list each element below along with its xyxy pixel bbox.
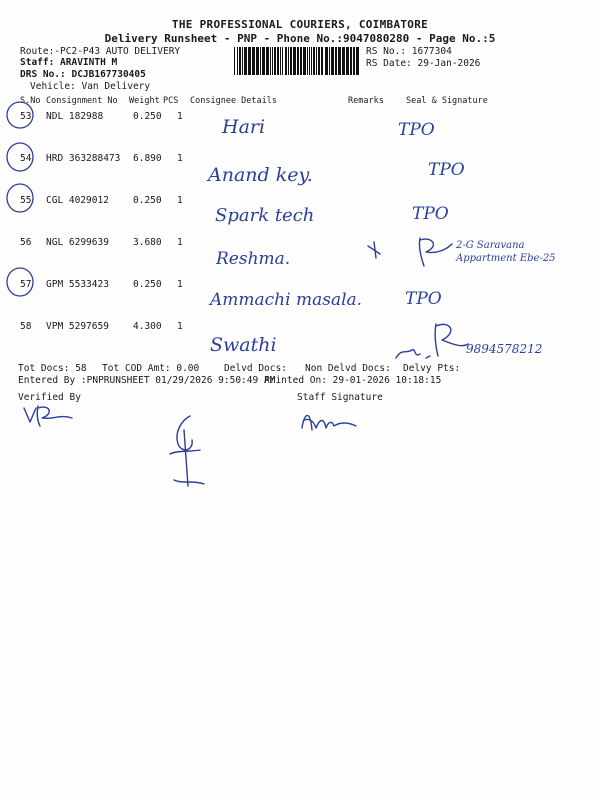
row-consignment: NGL 6299639 [46, 237, 109, 248]
row-consignee-handwritten: Ammachi masala. [210, 290, 363, 310]
vehicle-label: Vehicle: Van Delivery [30, 81, 151, 92]
row-weight: 0.250 [133, 279, 162, 290]
route-label: Route:-PC2-P43 AUTO DELIVERY [20, 46, 181, 57]
entered-by: Entered By :PNPRUNSHEET 01/29/2026 9:50:49 AM [18, 375, 276, 386]
non-delvd-docs: Non Delvd Docs: [305, 363, 391, 374]
row-seal-handwritten: 9894578212 [466, 342, 543, 356]
col-remarks: Remarks [348, 96, 384, 106]
row-pcs: 1 [177, 321, 183, 332]
row-weight: 0.250 [133, 195, 162, 206]
rs-number: RS No.: 1677304 [366, 46, 452, 57]
row-consignment: VPM 5297659 [46, 321, 109, 332]
row-consignee-handwritten: Anand key. [208, 164, 313, 186]
row-pcs: 1 [177, 195, 183, 206]
row-seal-handwritten: 2-G Saravana Appartment Ebe-25 [456, 240, 556, 264]
tot-cod-amt: Tot COD Amt: 0.00 [102, 363, 200, 374]
delvd-docs: Delvd Docs: [224, 363, 287, 374]
row-consignment: GPM 5533423 [46, 279, 109, 290]
runsheet-subtitle: Delivery Runsheet - PNP - Phone No.:9047080280 - Page No.:5 [104, 32, 496, 45]
row-weight: 0.250 [133, 111, 162, 122]
row-sno: 57 [20, 279, 32, 290]
row-pcs: 1 [177, 279, 183, 290]
barcode-icon [234, 47, 362, 75]
row-pcs: 1 [177, 153, 183, 164]
row-sno: 55 [20, 195, 32, 206]
row-weight: 6.890 [133, 153, 162, 164]
row-seal-handwritten: TPO [398, 120, 435, 140]
row-sno: 56 [20, 237, 32, 248]
row-consignee-handwritten: Hari [222, 116, 266, 138]
col-weight: Weight [129, 96, 160, 106]
verified-by-label: Verified By [18, 392, 81, 403]
staff-signature-icon [296, 404, 366, 434]
row-consignment: HRD 363288473 [46, 153, 121, 164]
drs-number: DRS No.: DCJB167730405 [20, 69, 146, 80]
tot-docs: Tot Docs: 58 [18, 363, 87, 374]
row-pcs: 1 [177, 237, 183, 248]
staff-label: Staff: ARAVINTH M [20, 57, 118, 68]
row-seal-handwritten: TPO [405, 289, 442, 309]
company-title: THE PROFESSIONAL COURIERS, COIMBATORE [171, 18, 429, 31]
rs-date: RS Date: 29-Jan-2026 [366, 58, 481, 69]
col-pcs: PCS [163, 96, 179, 106]
row58-signature-scribble-icon [392, 318, 472, 366]
seal-signature-scribble-icon [360, 234, 460, 274]
row-seal-handwritten: TPO [412, 204, 449, 224]
row-sno: 58 [20, 321, 32, 332]
row-consignee-handwritten: Reshma. [216, 249, 291, 269]
large-signature-icon [160, 410, 220, 490]
row-sno: 54 [20, 153, 32, 164]
col-consignee: Consignee Details [190, 96, 277, 106]
serial-circles-icon [0, 90, 40, 300]
row-consignee-handwritten: Spark tech [215, 205, 315, 226]
col-seal: Seal & Signature [406, 96, 488, 106]
row-consignment: NDL 182988 [46, 111, 104, 122]
delvy-pts: Delvy Pts: [403, 363, 461, 374]
col-consignment: Consignment No [46, 96, 118, 106]
col-sno: S.No [20, 96, 41, 106]
row-pcs: 1 [177, 111, 183, 122]
row-consignment: CGL 4029012 [46, 195, 109, 206]
row-weight: 3.680 [133, 237, 162, 248]
staff-signature-label: Staff Signature [297, 392, 383, 403]
verified-signature-icon [20, 400, 90, 430]
row-weight: 4.300 [133, 321, 162, 332]
printed-on: Printed On: 29-01-2026 10:18:15 [264, 375, 442, 386]
row-seal-handwritten: TPO [428, 160, 465, 180]
row-sno: 53 [20, 111, 32, 122]
row-consignee-handwritten: Swathi [210, 334, 277, 356]
